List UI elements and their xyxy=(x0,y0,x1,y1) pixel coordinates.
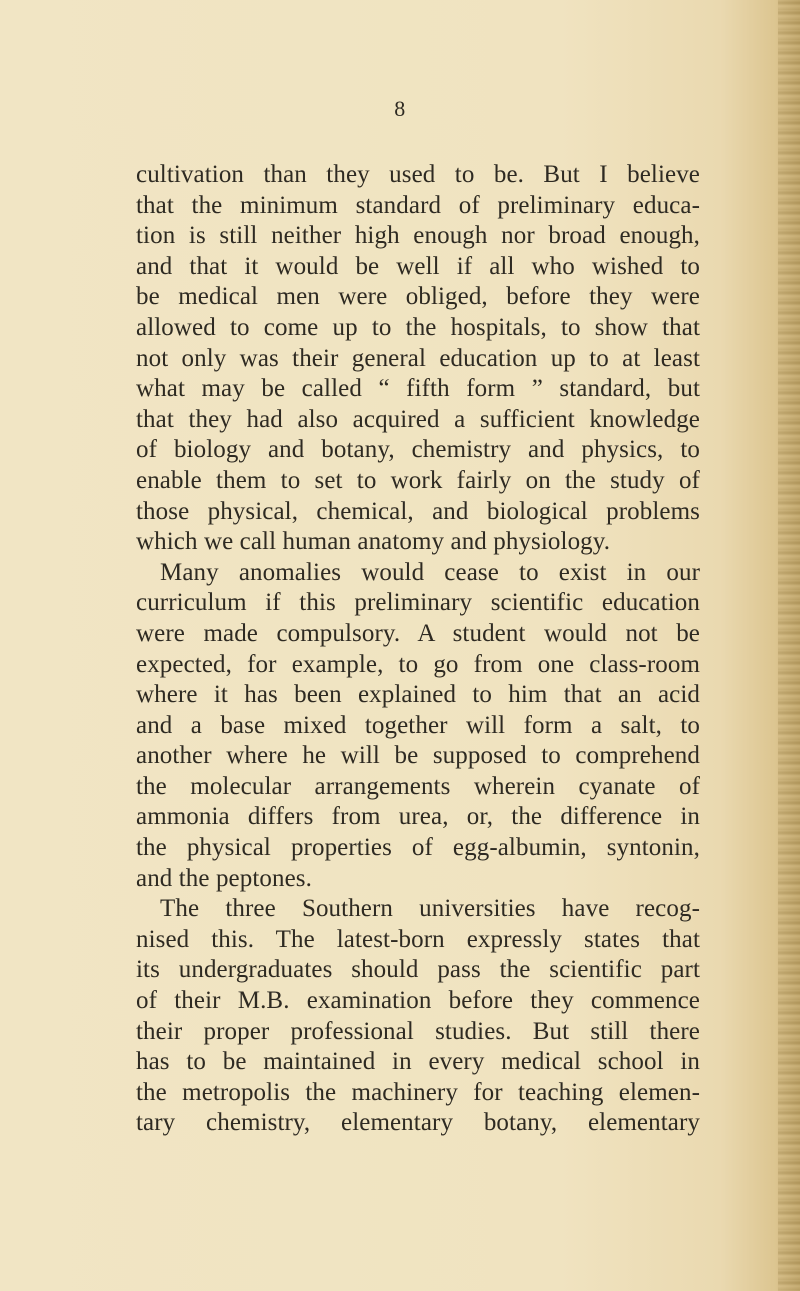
text-line: curriculum if this preliminary scientific education xyxy=(136,589,700,617)
text-line: not only was their general education up to at least xyxy=(136,344,700,372)
text-line: ammonia differs from urea, or, the difference in xyxy=(136,803,700,831)
text-line: where it has been explained to him that an acid xyxy=(136,681,700,709)
text-line: of their M.B. examination before they commence xyxy=(136,987,700,1015)
text-line: their proper professional studies. But still there xyxy=(136,1017,700,1045)
text-line: and a base mixed together will form a salt, to xyxy=(136,711,700,739)
text-line: and that it would be well if all who wished to xyxy=(136,252,700,280)
text-line: which we call human anatomy and physiology. xyxy=(136,528,611,556)
page-edge-shadow xyxy=(778,0,800,1291)
text-line: enable them to set to work fairly on the study of xyxy=(136,466,700,494)
text-line: what may be called “ fifth form ” standard, but xyxy=(136,375,700,403)
text-line: the molecular arrangements wherein cyanate of xyxy=(136,772,700,800)
text-line: were made compulsory. A student would not be xyxy=(136,619,700,647)
text-line: be medical men were obliged, before they were xyxy=(136,283,700,311)
text-line: another where he will be supposed to comprehend xyxy=(136,742,700,770)
text-line: its undergraduates should pass the scientific part xyxy=(136,956,700,984)
text-line: cultivation than they used to be. But I believe xyxy=(136,161,700,188)
text-line: that the minimum standard of preliminary educa- xyxy=(136,191,700,219)
text-line: tion is still neither high enough nor broad enough, xyxy=(136,222,700,250)
page-number: 8 xyxy=(394,96,406,121)
text-line: tary chemistry, elementary botany, elementary xyxy=(136,1109,700,1137)
text-line: of biology and botany, chemistry and physics, to xyxy=(136,436,700,464)
text-line: the physical properties of egg-albumin, syntonin, xyxy=(136,834,700,862)
text-line: has to be maintained in every medical school in xyxy=(136,1048,700,1076)
text-line: the metropolis the machinery for teaching elemen- xyxy=(136,1078,700,1106)
text-line: The three Southern universities have recog- xyxy=(160,895,700,923)
text-line: that they had also acquired a sufficient knowledge xyxy=(136,405,700,433)
text-line: expected, for example, to go from one class-room xyxy=(136,650,700,678)
text-line: those physical, chemical, and biological problems xyxy=(136,497,700,525)
text-line: nised this. The latest-born expressly states that xyxy=(136,925,700,953)
body-text xyxy=(136,160,700,1139)
text-line: and the peptones. xyxy=(136,864,312,892)
text-line: allowed to come up to the hospitals, to show that xyxy=(136,313,700,341)
text-line: Many anomalies would cease to exist in our xyxy=(160,558,700,586)
